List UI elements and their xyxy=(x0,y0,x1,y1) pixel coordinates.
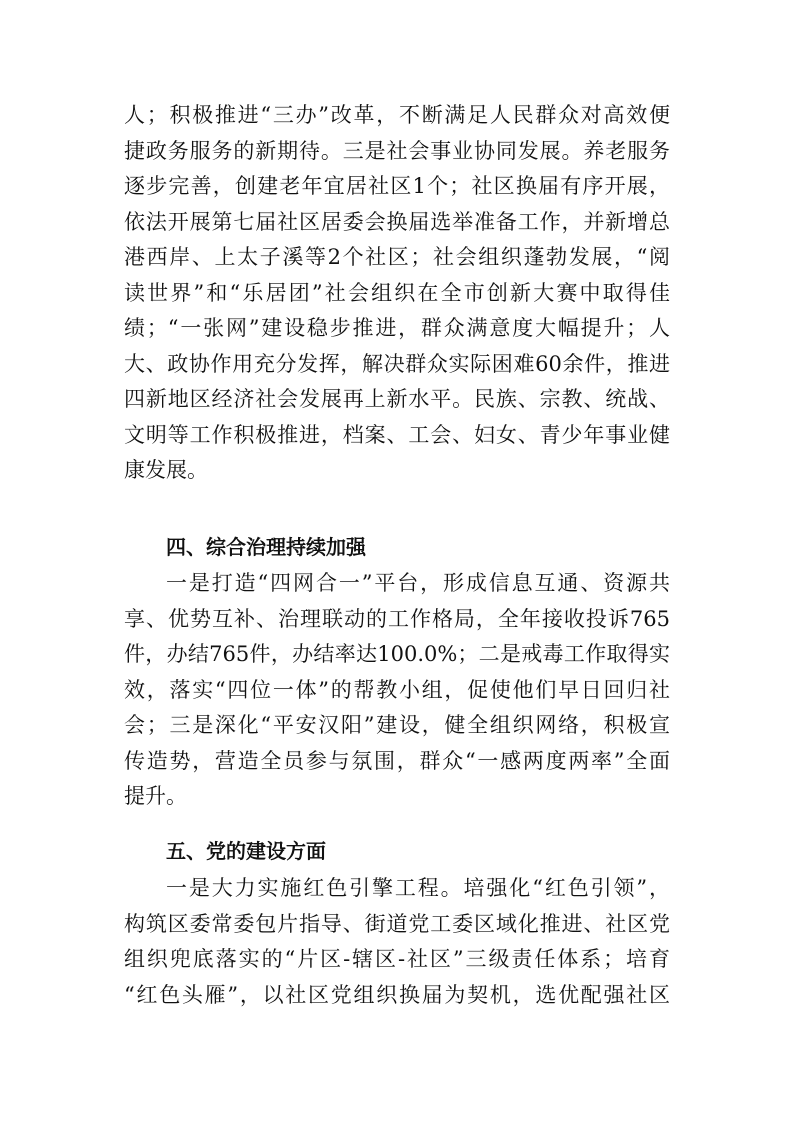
text-line: 享、优势互补、治理联动的工作格局，全年接收投诉765 xyxy=(124,606,670,631)
text-line: 文明等工作积极推进，档案、工会、妇女、青少年事业健 xyxy=(124,422,670,447)
text-line: 港西岸、上太子溪等2个社区；社会组织蓬勃发展，“阅 xyxy=(124,245,670,269)
text-line: 依法开展第七届社区居委会换届选举准备工作，并新增总 xyxy=(124,209,670,234)
paragraph-party-building xyxy=(124,871,670,1013)
text-line: 人；积极推进“三办”改革，不断满足人民群众对高效便 xyxy=(124,103,670,127)
section-heading-5 xyxy=(124,834,670,870)
heading-text: 五、党的建设方面 xyxy=(166,839,326,863)
text-line: 康发展。 xyxy=(124,458,208,482)
text-line: 一是大力实施红色引擎工程。培强化“红色引领”， xyxy=(166,876,670,900)
text-line: 件，办结765件，办结率达100.0%；二是戒毒工作取得实 xyxy=(124,642,670,666)
section-heading-4 xyxy=(124,530,670,566)
heading-text: 四、综合治理持续加强 xyxy=(166,535,366,559)
text-line: 捷政务服务的新期待。三是社会事业协同发展。养老服务 xyxy=(124,138,670,163)
paragraph-social-affairs xyxy=(124,98,670,489)
text-line: 提升。 xyxy=(124,784,187,808)
text-line: 传造势，营造全员参与氛围，群众“一感两度两率”全面 xyxy=(124,748,670,773)
text-line: 逐步完善，创建老年宜居社区1个；社区换届有序开展， xyxy=(124,174,670,198)
text-line: 效，落实“四位一体”的帮教小组，促使他们早日回归社 xyxy=(124,677,670,702)
paragraph-comprehensive-governance xyxy=(124,566,670,815)
text-line: 组织兜底落实的“片区-辖区-社区”三级责任体系；培育 xyxy=(124,947,670,971)
text-line: 一是打造“四网合一”平台，形成信息互通、资源共 xyxy=(166,571,670,595)
text-line: “红色头雁”，以社区党组织换届为契机，选优配强社区 xyxy=(124,982,670,1007)
text-line: 绩；“一张网”建设稳步推进，群众满意度大幅提升；人 xyxy=(124,316,670,340)
text-line: 会；三是深化“平安汉阳”建设，健全组织网络，积极宣 xyxy=(124,713,670,737)
text-line: 四新地区经济社会发展再上新水平。民族、宗教、统战、 xyxy=(124,387,670,411)
text-line: 构筑区委常委包片指导、街道党工委区域化推进、社区党 xyxy=(124,911,670,936)
text-line: 大、政协作用充分发挥，解决群众实际困难60余件，推进 xyxy=(124,351,670,376)
text-line: 读世界”和“乐居团”社会组织在全市创新大赛中取得佳 xyxy=(124,280,670,305)
